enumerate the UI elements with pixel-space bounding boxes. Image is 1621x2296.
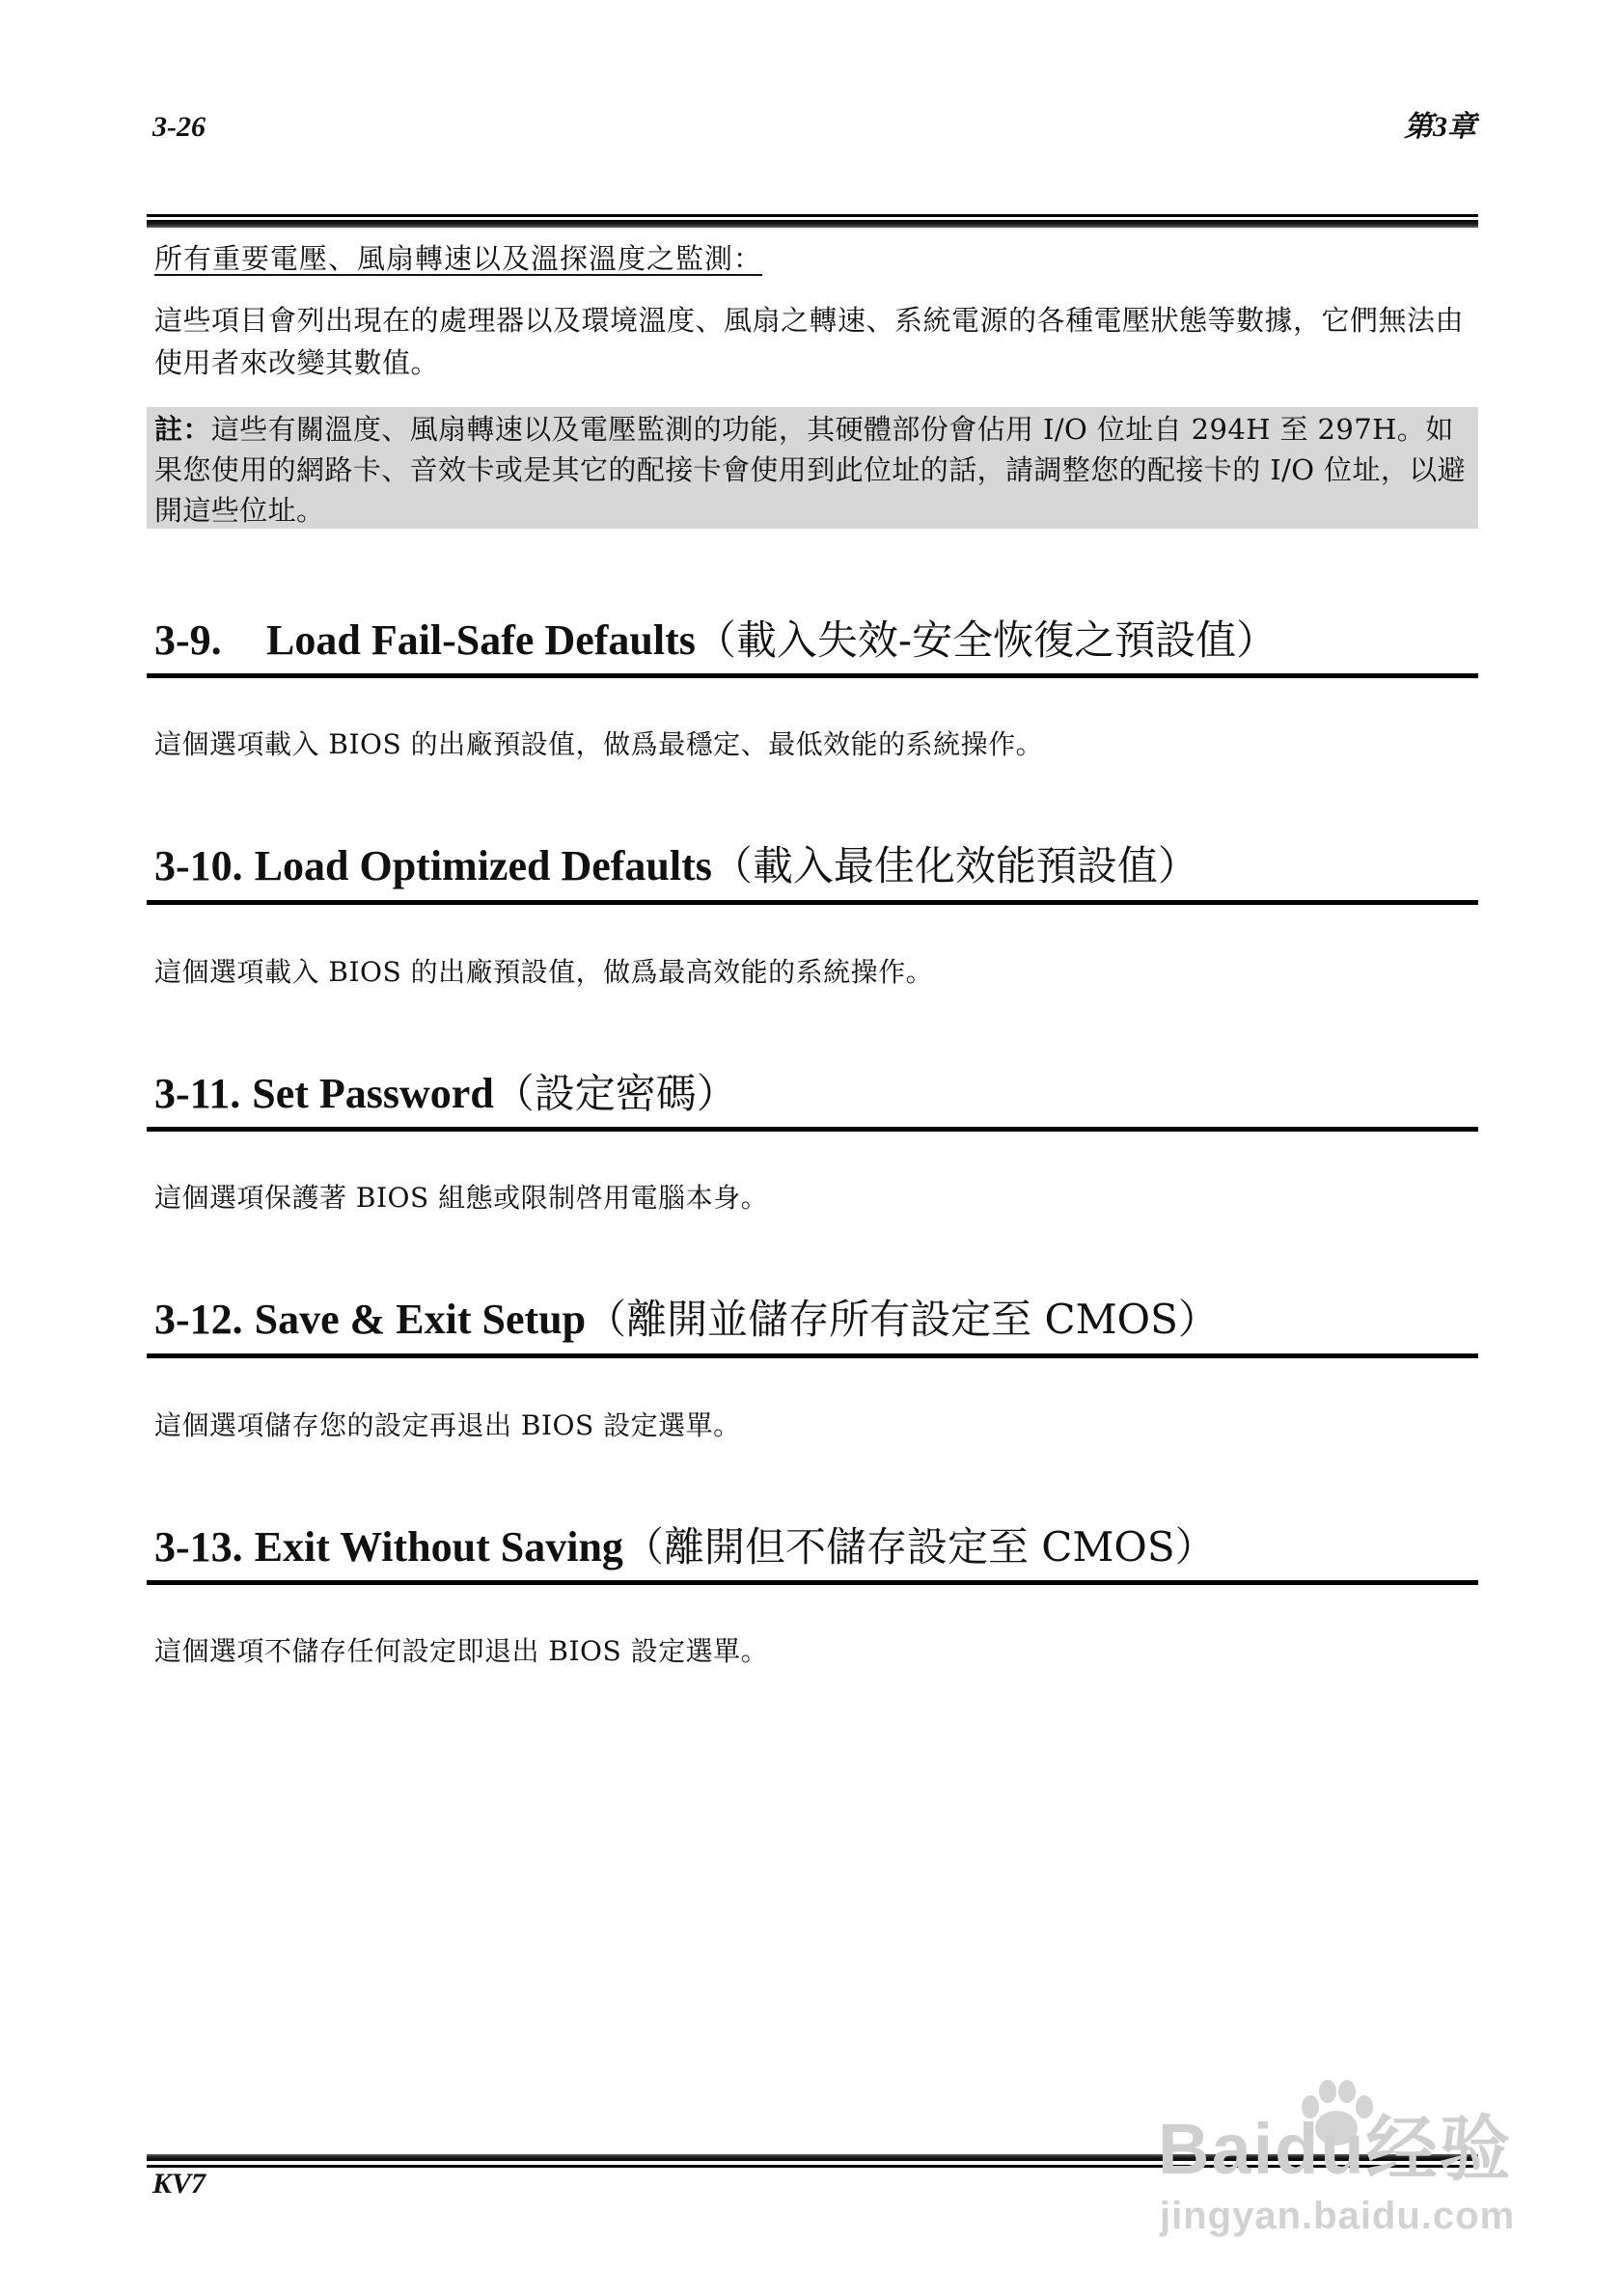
section-rule bbox=[147, 1580, 1478, 1585]
section-heading-3-9 bbox=[154, 614, 1277, 668]
section-text-3-11: 這個選項保護著 BIOS 組態或限制啓用電腦本身。 bbox=[154, 1182, 769, 1214]
watermark-site: jingyan.baidu.com bbox=[1160, 2195, 1516, 2237]
section-text-3-10: 這個選項載入 BIOS 的出廠預設值，做爲最高效能的系統操作。 bbox=[154, 956, 934, 988]
chapter-label: 第3章 bbox=[1404, 111, 1476, 143]
section-number: 3-11. bbox=[154, 1070, 241, 1117]
monitoring-title: 所有重要電壓、風扇轉速以及溫探溫度之監測： bbox=[154, 242, 763, 275]
note bbox=[154, 409, 1474, 531]
baidu-watermark bbox=[1148, 2074, 1553, 2257]
section-title-cjk: （設定密碼） bbox=[493, 1070, 737, 1117]
section-rule bbox=[147, 673, 1478, 678]
section-title-cjk: （載入失效-安全恢復之預設值） bbox=[695, 616, 1278, 664]
watermark-brand: Baidu经验 bbox=[1158, 2109, 1513, 2189]
section-title-cjk: （離開但不儲存設定至 CMOS） bbox=[622, 1523, 1216, 1571]
section-heading-3-12 bbox=[154, 1293, 1219, 1347]
section-text-3-12: 這個選項儲存您的設定再退出 BIOS 設定選單。 bbox=[154, 1409, 741, 1441]
section-title: Load Optimized Defaults bbox=[254, 842, 712, 889]
section-rule bbox=[147, 900, 1478, 905]
header-rule-thin bbox=[147, 214, 1478, 217]
monitoring-body: 這些項目會列出現在的處理器以及環境溫度、風扇之轉速、系統電源的各種電壓狀態等數據，它們無法由使用者來改變其數值。 bbox=[154, 304, 1465, 379]
section-title-cjk: （載入最佳化效能預設值） bbox=[711, 842, 1198, 889]
header-rule-thick bbox=[147, 220, 1478, 228]
section-number: 3-12. bbox=[154, 1296, 243, 1343]
section-text-3-13: 這個選項不儲存任何設定即退出 BIOS 設定選單。 bbox=[154, 1635, 769, 1667]
section-heading-3-10 bbox=[154, 839, 1198, 893]
section-title: Save & Exit Setup bbox=[254, 1296, 587, 1343]
section-heading-3-11 bbox=[154, 1067, 737, 1121]
section-title: Load Fail-Safe Defaults bbox=[266, 616, 696, 664]
page-number: 3-26 bbox=[152, 111, 206, 143]
section-number: 3-10. bbox=[154, 842, 243, 889]
section-rule bbox=[147, 1127, 1478, 1132]
section-rule bbox=[147, 1353, 1478, 1358]
section-text-3-9: 這個選項載入 BIOS 的出廠預設值，做爲最穩定、最低效能的系統操作。 bbox=[154, 728, 1044, 760]
section-number: 3-13. bbox=[154, 1523, 243, 1571]
section-title: Set Password bbox=[252, 1070, 494, 1117]
section-title: Exit Without Saving bbox=[254, 1523, 623, 1571]
note-label: 註： bbox=[154, 413, 211, 446]
footer-model: KV7 bbox=[152, 2168, 206, 2200]
section-heading-3-13 bbox=[154, 1520, 1216, 1574]
section-number: 3-9. bbox=[154, 616, 222, 664]
section-title-cjk: （離開並儲存所有設定至 CMOS） bbox=[586, 1296, 1219, 1343]
note-text: 這些有關溫度、風扇轉速以及電壓監測的功能，其硬體部份會佔用 I/O 位址自 294H 至 297H。如果您使用的網路卡、音效卡或是其它的配接卡會使用到此位址的話，請調整您的配接卡的 I/O 位址，以避開這些位址。 bbox=[154, 413, 1467, 527]
